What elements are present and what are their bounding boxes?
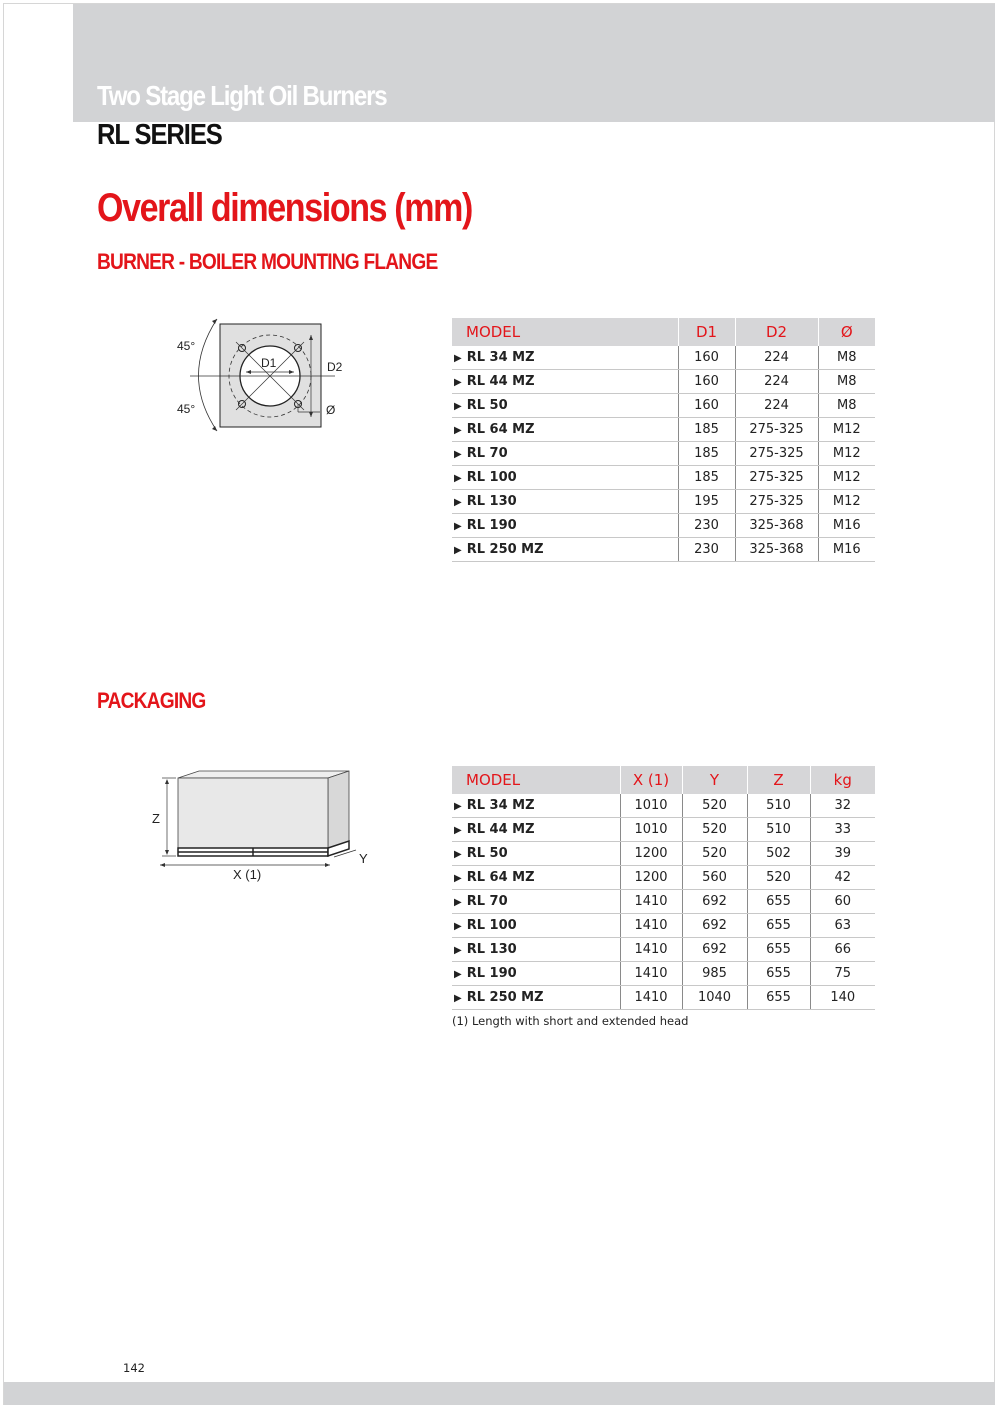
packaging-diagram <box>140 765 380 890</box>
packaging-z-label: Z <box>152 811 160 826</box>
flange-col-d1: D1 <box>678 318 735 346</box>
packaging-col-kg: kg <box>810 766 875 794</box>
table-row: ▶ RL 250 MZ 230 325-368 M16 <box>452 538 875 562</box>
table-row: ▶ RL 190 1410 985 655 75 <box>452 962 875 986</box>
flange-d1-label: D1 <box>261 356 277 370</box>
table-row: ▶ RL 34 MZ 1010 520 510 32 <box>452 794 875 818</box>
flange-d2-label: D2 <box>327 360 343 374</box>
table-row: ▶ RL 250 MZ 1410 1040 655 140 <box>452 986 875 1010</box>
box-side-face <box>328 771 349 850</box>
model-name: RL 70 <box>466 894 508 909</box>
packaging-footnote: (1) Length with short and extended head <box>452 1014 689 1028</box>
packaging-x-label: X (1) <box>233 867 262 882</box>
flange-angle-top-label: 45° <box>177 339 196 353</box>
packaging-col-y: Y <box>682 766 747 794</box>
model-name: RL 250 MZ <box>466 542 544 557</box>
model-name: RL 100 <box>466 470 517 485</box>
table-row: ▶ RL 50 160 224 M8 <box>452 394 875 418</box>
table-row: ▶ RL 64 MZ 185 275-325 M12 <box>452 418 875 442</box>
model-name: RL 44 MZ <box>466 822 535 837</box>
model-name: RL 34 MZ <box>466 350 535 365</box>
packaging-y-label: Y <box>359 851 368 866</box>
model-name: RL 70 <box>466 446 508 461</box>
table-row: ▶ RL 100 1410 692 655 63 <box>452 914 875 938</box>
table-row: ▶ RL 44 MZ 160 224 M8 <box>452 370 875 394</box>
flange-col-model: MODEL <box>452 318 678 346</box>
main-heading: Overall dimensions (mm) <box>97 186 472 230</box>
product-line-title: Two Stage Light Oil Burners <box>97 80 387 111</box>
flange-diagram <box>160 300 360 450</box>
box-top-face <box>178 771 349 778</box>
box-front-face <box>178 778 328 850</box>
model-name: RL 100 <box>466 918 517 933</box>
packaging-col-x: X (1) <box>620 766 682 794</box>
flange-table-header <box>452 318 875 346</box>
model-name: RL 130 <box>466 942 517 957</box>
flange-col-d2: D2 <box>735 318 818 346</box>
model-name: RL 50 <box>466 846 508 861</box>
page-number: 142 <box>123 1361 145 1375</box>
model-name: RL 64 MZ <box>466 422 535 437</box>
packaging-col-model: MODEL <box>452 766 620 794</box>
footer-band <box>4 1382 995 1405</box>
flange-table <box>452 318 875 562</box>
table-row: ▶ RL 130 195 275-325 M12 <box>452 490 875 514</box>
flange-hole-label: Ø <box>326 403 336 417</box>
table-row: ▶ RL 44 MZ 1010 520 510 33 <box>452 818 875 842</box>
packaging-table <box>452 766 875 1010</box>
model-name: RL 250 MZ <box>466 990 544 1005</box>
table-row: ▶ RL 50 1200 520 502 39 <box>452 842 875 866</box>
model-name: RL 190 <box>466 518 517 533</box>
model-name: RL 190 <box>466 966 517 981</box>
packaging-col-z: Z <box>747 766 810 794</box>
model-name: RL 130 <box>466 494 517 509</box>
table-row: ▶ RL 130 1410 692 655 66 <box>452 938 875 962</box>
table-row: ▶ RL 70 185 275-325 M12 <box>452 442 875 466</box>
flange-heading: BURNER - BOILER MOUNTING FLANGE <box>97 249 438 274</box>
model-name: RL 34 MZ <box>466 798 535 813</box>
table-row: ▶ RL 64 MZ 1200 560 520 42 <box>452 866 875 890</box>
flange-angle-bottom-label: 45° <box>177 402 196 416</box>
flange-col-hole: Ø <box>818 318 875 346</box>
packaging-heading: PACKAGING <box>97 688 206 713</box>
table-row: ▶ RL 100 185 275-325 M12 <box>452 466 875 490</box>
table-row: ▶ RL 70 1410 692 655 60 <box>452 890 875 914</box>
model-name: RL 50 <box>466 398 508 413</box>
model-name: RL 64 MZ <box>466 870 535 885</box>
table-row: ▶ RL 190 230 325-368 M16 <box>452 514 875 538</box>
series-title: RL SERIES <box>97 119 222 151</box>
packaging-table-header <box>452 766 875 794</box>
table-row: ▶ RL 34 MZ 160 224 M8 <box>452 346 875 370</box>
model-name: RL 44 MZ <box>466 374 535 389</box>
